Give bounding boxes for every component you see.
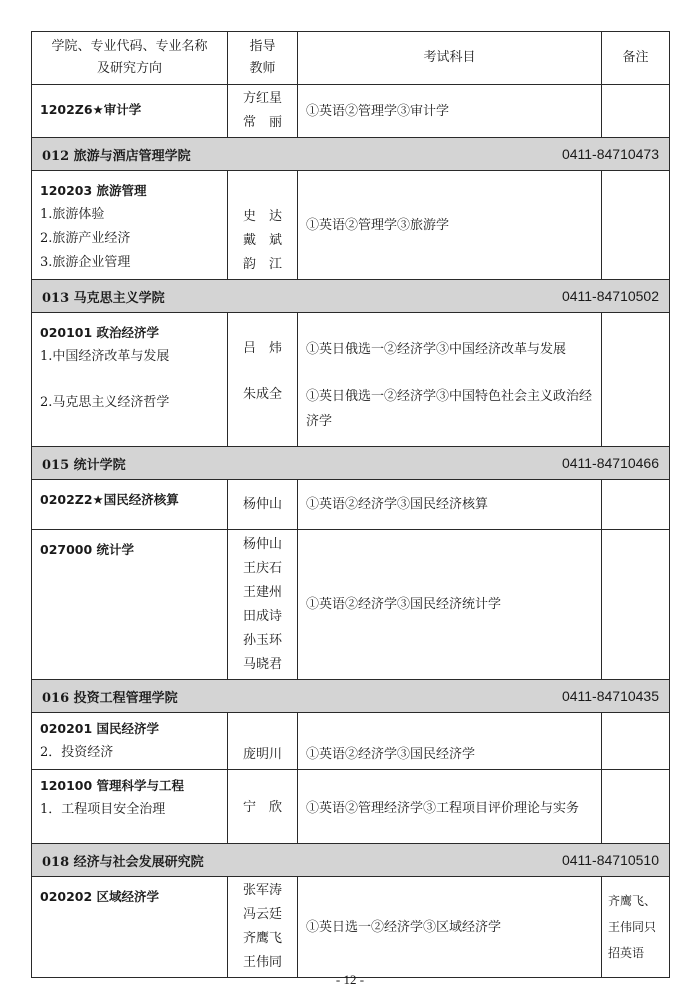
note-cell xyxy=(602,770,670,844)
program-cell xyxy=(32,877,228,978)
research-direction: 1.中国经济改革与发展 xyxy=(40,349,170,364)
note-cell xyxy=(602,530,670,680)
exam-subjects: ①英日俄选一②经济学③中国特色社会主义政治经济学 xyxy=(306,389,593,429)
tutor-cell xyxy=(228,877,298,978)
note-cell: 齐鹰飞、王伟同只招英语 xyxy=(602,877,670,978)
section-phone: 0411-84710510 xyxy=(561,852,659,868)
section-name: 013 马克思主义学院 xyxy=(42,290,165,306)
section-row xyxy=(32,680,670,713)
section-name: 018 经济与社会发展研究院 xyxy=(42,854,204,870)
program-code: 020101 政治经济学 xyxy=(40,325,160,340)
tutor-cell xyxy=(228,770,298,844)
note-cell xyxy=(602,171,670,280)
exam-subjects: ①英日俄选一②经济学③中国经济改革与发展 xyxy=(306,342,567,357)
section-row xyxy=(32,280,670,313)
header-exam: 考试科目 xyxy=(298,32,602,85)
tutor-cell xyxy=(228,85,298,138)
research-direction: 3.旅游企业管理 xyxy=(40,255,131,270)
section-header xyxy=(32,138,670,171)
program-cell xyxy=(32,530,228,680)
section-phone: 0411-84710473 xyxy=(561,146,659,162)
tutor-name: 庞明川 xyxy=(242,747,282,762)
program-code: 0202Z2★国民经济核算 xyxy=(40,492,179,507)
table-row xyxy=(32,480,670,530)
table-row xyxy=(32,85,670,138)
note-cell xyxy=(602,85,670,138)
section-header xyxy=(32,447,670,480)
tutor-name: 方红星 xyxy=(242,91,282,106)
research-direction: 1.旅游体验 xyxy=(40,207,105,222)
program-code: 120203 旅游管理 xyxy=(40,183,147,198)
header-note: 备注 xyxy=(602,32,670,85)
section-name: 015 统计学院 xyxy=(42,457,126,473)
section-name: 012 旅游与酒店管理学院 xyxy=(42,148,191,164)
note-cell xyxy=(602,480,670,530)
section-header xyxy=(32,680,670,713)
header-program: 学院、专业代码、专业名称及研究方向 xyxy=(32,32,228,85)
tutor-name: 杨仲山 xyxy=(242,496,282,512)
tutor-name: 朱成全 xyxy=(242,387,282,402)
table-row xyxy=(32,313,670,447)
tutor-cell xyxy=(228,480,298,530)
tutor-name: 王庆石 xyxy=(242,560,282,576)
tutor-name: 冯云廷 xyxy=(242,907,282,922)
research-direction: 2.旅游产业经济 xyxy=(40,231,131,246)
tutor-name: 田成诗 xyxy=(242,608,282,624)
tutor-name: 韵 江 xyxy=(242,257,282,272)
tutor-cell xyxy=(228,313,298,447)
tutor-name: 史 达 xyxy=(242,209,282,224)
exam-cell: ①英语②经济学③国民经济统计学 xyxy=(298,530,602,680)
section-phone: 0411-84710466 xyxy=(561,455,659,471)
program-cell xyxy=(32,171,228,280)
program-cell xyxy=(32,313,228,447)
tutor-name: 张军涛 xyxy=(242,883,282,898)
table-row xyxy=(32,877,670,978)
header-tutor: 指导教师 xyxy=(228,32,298,85)
research-direction: 2.马克思主义经济哲学 xyxy=(40,395,170,410)
tutor-name: 宁 欣 xyxy=(242,800,282,815)
program-code: 1202Z6★审计学 xyxy=(40,102,142,117)
program-cell xyxy=(32,85,228,138)
table-row xyxy=(32,770,670,844)
tutor-name: 王伟同 xyxy=(242,955,282,970)
tutor-name: 吕 炜 xyxy=(242,341,282,356)
section-name: 016 投资工程管理学院 xyxy=(42,690,178,706)
exam-cell xyxy=(298,313,602,447)
tutor-name: 戴 斌 xyxy=(242,233,282,248)
note-cell xyxy=(602,313,670,447)
program-cell xyxy=(32,770,228,844)
page-number: - 12 - xyxy=(335,972,365,987)
section-header xyxy=(32,280,670,313)
program-cell xyxy=(32,480,228,530)
tutor-name: 孙玉环 xyxy=(242,632,282,648)
table-row xyxy=(32,171,670,280)
tutor-name: 杨仲山 xyxy=(242,536,282,552)
program-code: 020202 区域经济学 xyxy=(40,889,160,904)
program-table xyxy=(31,31,670,978)
tutor-name: 王建州 xyxy=(242,584,282,600)
section-row xyxy=(32,138,670,171)
tutor-cell xyxy=(228,171,298,280)
exam-cell: ①英语②经济学③国民经济学 xyxy=(298,713,602,770)
exam-cell: ①英语②管理经济学③工程项目评价理论与实务 xyxy=(298,770,602,844)
tutor-name: 齐鹰飞 xyxy=(242,931,282,946)
note-cell xyxy=(602,713,670,770)
section-row xyxy=(32,844,670,877)
table-row xyxy=(32,530,670,680)
section-header xyxy=(32,844,670,877)
exam-cell: ①英语②管理学③审计学 xyxy=(298,85,602,138)
tutor-cell xyxy=(228,713,298,770)
program-cell xyxy=(32,713,228,770)
program-code: 120100 管理科学与工程 xyxy=(40,778,185,793)
program-code: 020201 国民经济学 xyxy=(40,721,160,736)
research-direction: 2．投资经济 xyxy=(40,745,114,760)
exam-cell: ①英语②经济学③国民经济核算 xyxy=(298,480,602,530)
table-row xyxy=(32,713,670,770)
program-code: 027000 统计学 xyxy=(40,542,135,557)
section-row xyxy=(32,447,670,480)
tutor-cell xyxy=(228,530,298,680)
section-phone: 0411-84710502 xyxy=(561,288,659,304)
tutor-name: 马晓君 xyxy=(242,656,282,672)
header-row xyxy=(32,32,670,85)
research-direction: 1．工程项目安全治理 xyxy=(40,802,166,817)
section-phone: 0411-84710435 xyxy=(561,688,659,704)
exam-cell: ①英日选一②经济学③区域经济学 xyxy=(298,877,602,978)
exam-cell: ①英语②管理学③旅游学 xyxy=(298,171,602,280)
tutor-name: 常 丽 xyxy=(242,115,282,130)
